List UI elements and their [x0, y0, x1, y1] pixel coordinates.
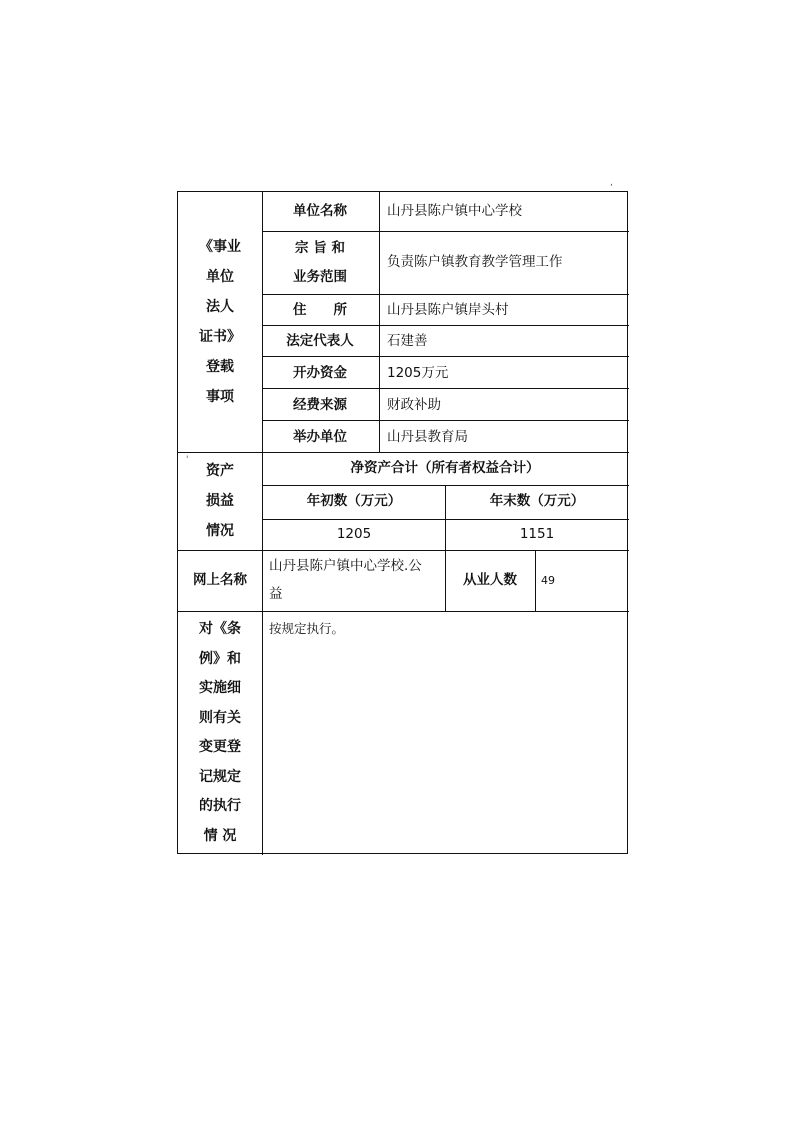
online-name-value-line2: 益 — [269, 586, 283, 602]
online-name-label: 网上名称 — [193, 572, 247, 588]
registration-section-label: 《事业 单位 法人 证书》 登载 事项 — [199, 239, 241, 405]
row-line — [262, 420, 629, 421]
registration-form-table — [177, 191, 628, 854]
capital-value: 1205万元 — [387, 365, 449, 381]
col-line — [262, 192, 263, 855]
legal-rep-value: 石建善 — [387, 333, 428, 349]
address-label: 住 所 — [293, 302, 347, 318]
scan-mark: , — [610, 178, 613, 188]
net-assets-header: 净资产合计（所有者权益合计） — [350, 460, 540, 476]
end-year-value: 1151 — [519, 526, 555, 542]
funding-source-value: 财政补助 — [387, 397, 441, 413]
assets-section-label: 资产 损益 情况 — [206, 463, 234, 539]
execution-section-label: 对《条 例》和 实施细 则有关 变更登 记规定 的执行 情 况 — [199, 621, 241, 844]
capital-label: 开办资金 — [293, 365, 347, 381]
section-line — [178, 452, 629, 453]
row-line — [262, 294, 629, 295]
col-line — [445, 550, 446, 611]
row-line — [262, 325, 629, 326]
begin-year-value: 1205 — [336, 526, 372, 542]
sponsor-value: 山丹县教育局 — [387, 429, 468, 445]
row-line — [262, 356, 629, 357]
section-line — [178, 550, 629, 551]
row-line — [262, 231, 629, 232]
sponsor-label: 举办单位 — [293, 429, 347, 445]
purpose-label-line1: 宗 旨 和 — [295, 240, 345, 256]
col-line — [535, 550, 536, 611]
unit-name-value: 山丹县陈户镇中心学校 — [387, 203, 522, 219]
end-year-header: 年末数（万元） — [489, 493, 585, 509]
staff-count-value: 49 — [541, 574, 555, 587]
execution-value: 按规定执行。 — [269, 621, 345, 636]
begin-year-header: 年初数（万元） — [306, 493, 402, 509]
col-line — [379, 192, 380, 452]
purpose-label-line2: 业务范围 — [293, 269, 347, 285]
section-line — [178, 611, 629, 612]
col-line — [445, 485, 446, 550]
staff-count-label: 从业人数 — [463, 572, 517, 588]
unit-name-label: 单位名称 — [293, 203, 347, 219]
online-name-value-line1: 山丹县陈户镇中心学校.公 — [269, 558, 422, 574]
address-value: 山丹县陈户镇岸头村 — [387, 302, 509, 318]
purpose-value: 负责陈户镇教育教学管理工作 — [387, 254, 563, 270]
legal-rep-label: 法定代表人 — [286, 333, 354, 349]
scan-mark: ' — [186, 455, 189, 465]
funding-source-label: 经费来源 — [293, 397, 347, 413]
row-line — [262, 388, 629, 389]
